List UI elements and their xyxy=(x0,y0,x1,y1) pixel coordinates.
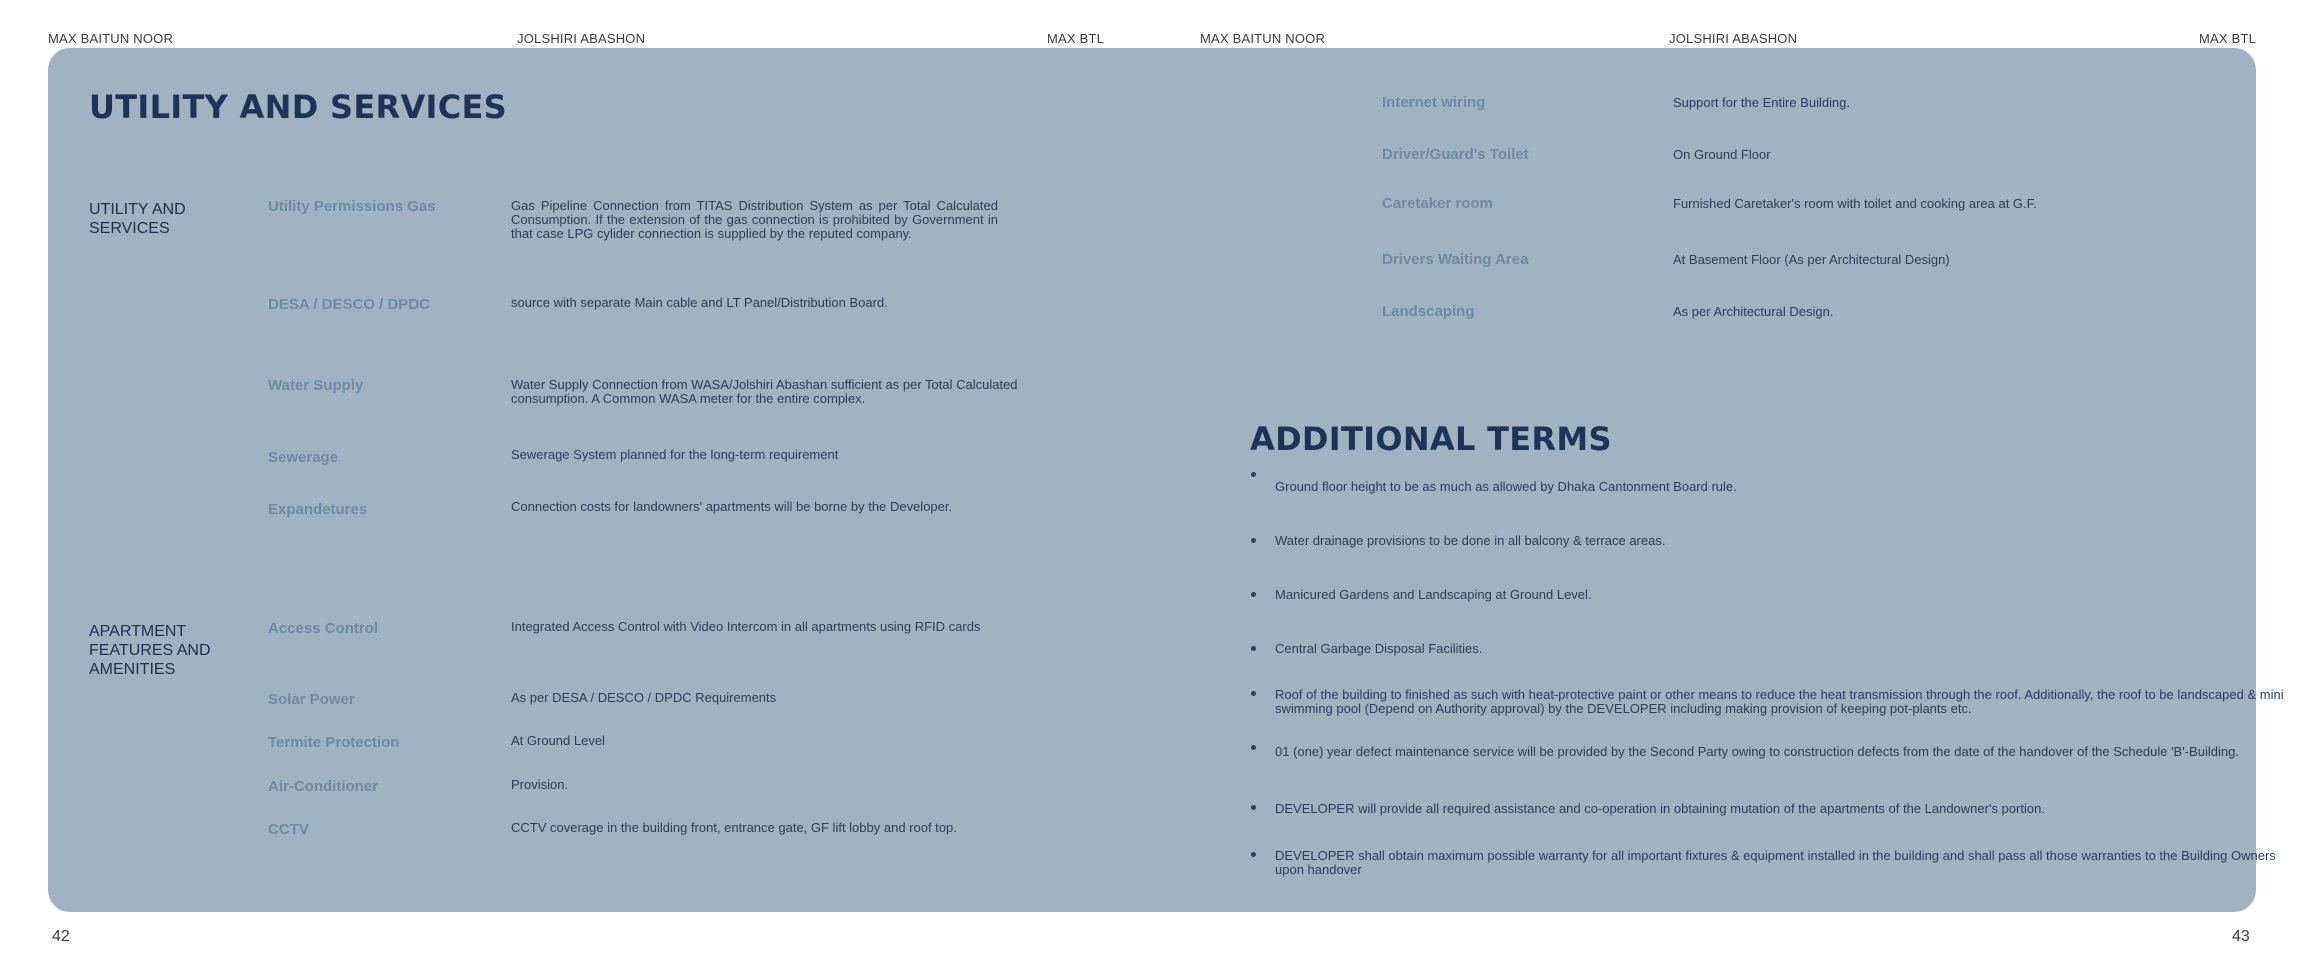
value-gas: Gas Pipeline Connection from TITAS Distribution System as per Total Calculated Consumption. If the extension of the gas connection is prohibited by Government in that case LPG cylider connection is supplied by the reputed company. xyxy=(511,198,998,241)
header-project-right: JOLSHIRI ABASHON xyxy=(1669,31,1798,46)
value-expenditures: Connection costs for landowners' apartments will be borne by the Developer. xyxy=(511,499,953,514)
bullet-dot xyxy=(1251,745,1256,750)
value-internet: Support for the Entire Building. xyxy=(1673,95,1851,110)
bullet-dot xyxy=(1251,646,1256,651)
term-item: DEVELOPER will provide all required assistance and co-operation in obtaining mutation of the apartments of the Landowner's portion. xyxy=(1275,801,2045,816)
bullet-dot xyxy=(1251,538,1256,543)
value-water: Water Supply Connection from WASA/Jolshiri Abashan sufficient as per Total Calculated consumption. A Common WASA meter for the entire complex. xyxy=(511,377,1018,406)
value-access-control: Integrated Access Control with Video Intercom in all apartments using RFID cards xyxy=(511,619,981,634)
value-termite: At Ground Level xyxy=(511,733,605,748)
label-driver-toilet: Driver/Guard's Toilet xyxy=(1382,146,1529,163)
bullet-dot xyxy=(1251,852,1256,857)
header-brand-right: MAX BTL xyxy=(2199,31,2257,46)
term-item: Ground floor height to be as much as allowed by Dhaka Cantonment Board rule. xyxy=(1275,479,1737,494)
header-project-left: JOLSHIRI ABASHON xyxy=(517,31,646,46)
label-caretaker: Caretaker room xyxy=(1382,195,1493,212)
label-solar: Solar Power xyxy=(268,691,355,708)
section-utility-label: UTILITY AND SERVICES xyxy=(89,201,186,237)
bullet-dot xyxy=(1251,472,1256,477)
bullet-dot xyxy=(1251,592,1256,597)
bullet-dot xyxy=(1251,691,1256,696)
value-aircon: Provision. xyxy=(511,777,569,792)
value-driver-toilet: On Ground Floor xyxy=(1673,147,1771,162)
label-termite: Termite Protection xyxy=(268,734,400,751)
utility-title: UTILITY AND SERVICES xyxy=(89,88,508,126)
label-cctv: CCTV xyxy=(268,821,309,838)
label-landscaping: Landscaping xyxy=(1382,303,1475,320)
term-item: Water drainage provisions to be done in all balcony & terrace areas. xyxy=(1275,533,1666,548)
bullet-dot xyxy=(1251,805,1256,810)
term-item: Central Garbage Disposal Facilities. xyxy=(1275,641,1483,656)
label-water: Water Supply xyxy=(268,377,364,394)
label-sewerage: Sewerage xyxy=(268,449,339,466)
content-panel xyxy=(48,48,2284,912)
header-company-left: MAX BAITUN NOOR xyxy=(48,31,174,46)
term-item: Roof of the building to finished as such with heat-protective paint or other means to reduce the heat transmission through the roof. Additionally, the roof to be landscaped & mini swimming pool (Depend on Authority approval) by the DEVELOPER including making provision of keeping pot-plants etc. xyxy=(1275,687,2284,716)
value-sewerage: Sewerage System planned for the long-term requirement xyxy=(511,447,839,462)
label-access-control: Access Control xyxy=(268,620,379,637)
section-apartment-label: APARTMENT FEATURES AND AMENITIES xyxy=(89,623,211,678)
label-expenditures: Expandetures xyxy=(268,501,368,518)
page-number-left: 42 xyxy=(52,928,70,945)
value-desa: source with separate Main cable and LT Panel/Distribution Board. xyxy=(511,295,888,310)
header-brand-left: MAX BTL xyxy=(1047,31,1105,46)
label-aircon: Air-Conditioner xyxy=(268,778,378,795)
term-item: DEVELOPER shall obtain maximum possible warranty for all important fixtures & equipment installed in the building and shall pass all those warranties to the Building Owners upon handover xyxy=(1275,848,2276,877)
term-item: 01 (one) year defect maintenance service will be provided by the Second Party owing to construction defects from the date of the handover of the Schedule 'B'-Building. xyxy=(1275,744,2239,759)
additional-terms-title: ADDITIONAL TERMS xyxy=(1250,420,1612,458)
value-landscaping: As per Architectural Design. xyxy=(1673,304,1834,319)
label-gas: Utility Permissions Gas xyxy=(268,198,436,215)
label-desa: DESA / DESCO / DPDC xyxy=(268,296,430,313)
value-caretaker: Furnished Caretaker's room with toilet and cooking area at G.F. xyxy=(1673,196,2037,211)
header-company-right: MAX BAITUN NOOR xyxy=(1200,31,1326,46)
label-internet: Internet wiring xyxy=(1382,94,1486,111)
label-drivers-waiting: Drivers Waiting Area xyxy=(1382,251,1529,268)
term-item: Manicured Gardens and Landscaping at Ground Level. xyxy=(1275,587,1592,602)
value-cctv: CCTV coverage in the building front, entrance gate, GF lift lobby and roof top. xyxy=(511,820,957,835)
page-number-right: 43 xyxy=(2232,928,2250,945)
value-solar: As per DESA / DESCO / DPDC Requirements xyxy=(511,690,777,705)
value-drivers-waiting: At Basement Floor (As per Architectural Design) xyxy=(1673,252,1950,267)
